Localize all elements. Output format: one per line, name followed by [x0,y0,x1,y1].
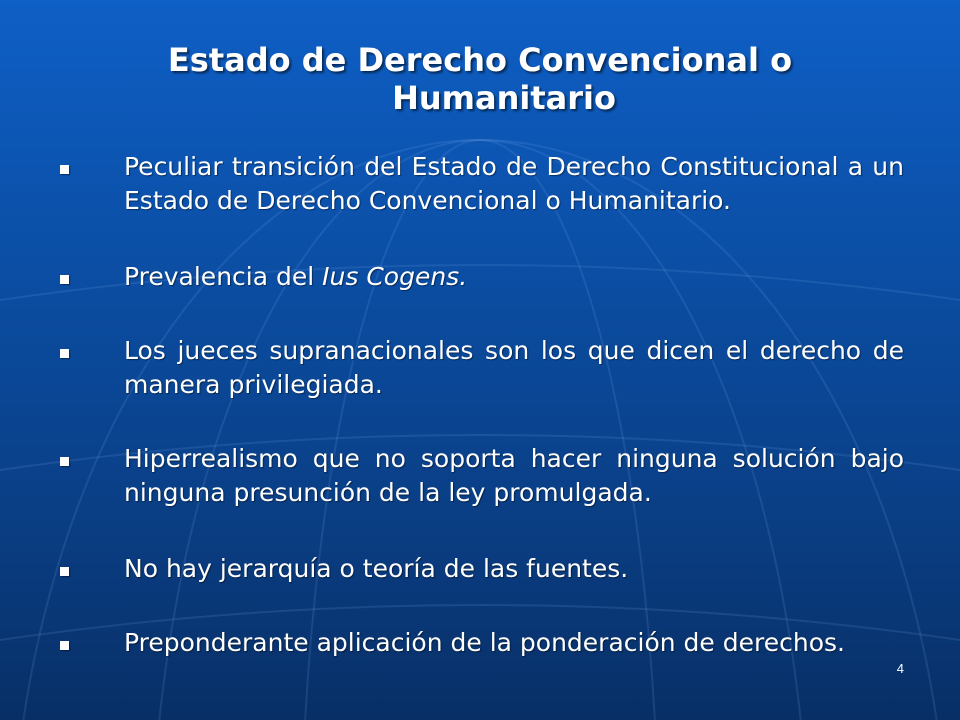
square-bullet-icon [60,457,69,466]
bullet-item [58,150,904,218]
bullet-item [58,442,904,510]
bullet-text: Peculiar transición del Estado de Derecho Constitucional a un Estado de Derecho Convencional o Humanitario. [124,152,904,215]
bullet-text: Prevalencia del [124,262,323,291]
bullet-text: Los jueces supranacionales son los que dicen el derecho de manera privilegiada. [124,336,904,399]
bullet-text: Hiperrealismo que no soporta hacer ninguna solución bajo ninguna presunción de la ley promulgada. [124,444,904,507]
bullet-item [58,260,904,294]
slide-title-line-1: Estado de Derecho Convencional o [167,41,793,80]
bullet-item [58,626,904,660]
slide-title [60,41,900,117]
square-bullet-icon [60,165,69,174]
square-bullet-icon [60,275,69,284]
square-bullet-icon [60,349,69,358]
square-bullet-icon [60,641,69,650]
bullet-item [58,552,904,586]
slide-title-line-2: Humanitario [392,79,616,118]
page-number: 4 [896,661,904,676]
bullet-text-italic: Ius Cogens. [322,262,468,291]
bullet-text: Preponderante aplicación de la ponderación de derechos. [124,628,845,657]
bullet-list [58,150,904,660]
bullet-item [58,334,904,402]
square-bullet-icon [60,567,69,576]
bullet-text: No hay jerarquía o teoría de las fuentes. [124,554,629,583]
